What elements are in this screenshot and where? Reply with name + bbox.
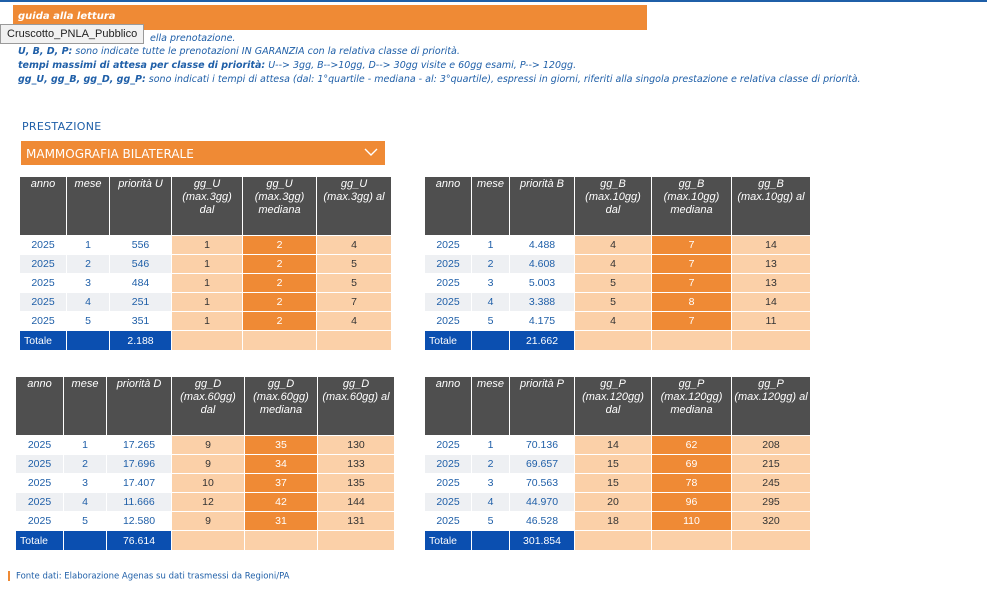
cell-mese: 5 <box>472 512 509 530</box>
table-row <box>425 474 810 492</box>
table-row <box>20 293 391 311</box>
cell-mediana: 7 <box>652 255 731 273</box>
table-row <box>20 255 391 273</box>
col-anno: anno <box>16 377 63 435</box>
col-al: gg_U (max.3gg) al <box>317 177 391 235</box>
table-row <box>425 236 810 254</box>
cell-mese: 3 <box>67 274 109 292</box>
cell-anno: 2025 <box>425 493 471 511</box>
cell-mediana: 8 <box>652 293 731 311</box>
cell-mediana: 7 <box>652 312 731 330</box>
cell-mese: 4 <box>67 293 109 311</box>
col-anno: anno <box>20 177 66 235</box>
prestazione-label: PRESTAZIONE <box>22 120 102 133</box>
table-row <box>425 512 810 530</box>
cell-al: 144 <box>318 493 394 511</box>
total-value: 301.854 <box>510 531 574 550</box>
cell-mediana: 42 <box>245 493 317 511</box>
cell-dal: 1 <box>172 293 242 311</box>
cell-anno: 2025 <box>425 455 471 473</box>
cell-al: 13 <box>732 255 810 273</box>
cell-al: 130 <box>318 436 394 454</box>
cell-priorita: 351 <box>110 312 171 330</box>
cell-al: 5 <box>317 255 391 273</box>
cell-dal: 14 <box>575 436 651 454</box>
cell-anno: 2025 <box>425 512 471 530</box>
guide-line-0: ella prenotazione. <box>150 33 236 44</box>
prestazione-dropdown[interactable] <box>21 141 385 165</box>
table-priority-d <box>15 376 395 551</box>
cell-mese: 2 <box>64 455 106 473</box>
cell-al: 7 <box>317 293 391 311</box>
cell-mese: 5 <box>67 312 109 330</box>
cell-mediana: 2 <box>243 255 316 273</box>
cell-dal: 1 <box>172 255 242 273</box>
cell-anno: 2025 <box>20 293 66 311</box>
cell-mese: 4 <box>472 293 509 311</box>
cell-dal: 1 <box>172 312 242 330</box>
cell-priorita: 12.580 <box>107 512 171 530</box>
report-tooltip: Cruscotto_PNLA_Pubblico <box>0 24 144 44</box>
col-priorita: priorità D <box>107 377 171 435</box>
cell-priorita: 70.136 <box>510 436 574 454</box>
cell-priorita: 11.666 <box>107 493 171 511</box>
cell-dal: 9 <box>172 512 244 530</box>
cell-mediana: 31 <box>245 512 317 530</box>
cell-mese: 4 <box>64 493 106 511</box>
cell-al: 320 <box>732 512 810 530</box>
cell-priorita: 546 <box>110 255 171 273</box>
total-label: Totale <box>425 331 471 350</box>
col-mese: mese <box>64 377 106 435</box>
col-al: gg_D (max.60gg) al <box>318 377 394 435</box>
cell-priorita: 4.488 <box>510 236 574 254</box>
col-al: gg_B (max.10gg) al <box>732 177 810 235</box>
cell-dal: 15 <box>575 474 651 492</box>
guide-line-max-times: tempi massimi di attesa per classe di priorità: U--> 3gg, B-->10gg, D--> 30gg visite e 60gg esami, P--> 120gg. <box>18 60 577 71</box>
total-value: 21.662 <box>510 331 574 350</box>
col-dal: gg_B (max.10gg) dal <box>575 177 651 235</box>
cell-al: 14 <box>732 236 810 254</box>
cell-priorita: 4.608 <box>510 255 574 273</box>
cell-mediana: 78 <box>652 474 731 492</box>
cell-priorita: 69.657 <box>510 455 574 473</box>
cell-dal: 10 <box>172 474 244 492</box>
cell-dal: 12 <box>172 493 244 511</box>
cell-al: 13 <box>732 274 810 292</box>
cell-mediana: 62 <box>652 436 731 454</box>
col-priorita: priorità U <box>110 177 171 235</box>
table-row <box>425 493 810 511</box>
chevron-down-icon <box>363 144 379 160</box>
footer-accent-bar <box>8 571 10 581</box>
cell-priorita: 251 <box>110 293 171 311</box>
cell-al: 11 <box>732 312 810 330</box>
cell-anno: 2025 <box>425 293 471 311</box>
total-label: Totale <box>425 531 471 550</box>
col-anno: anno <box>425 377 471 435</box>
cell-priorita: 484 <box>110 274 171 292</box>
table-priority-p <box>424 376 811 551</box>
table-row <box>16 512 394 530</box>
cell-al: 131 <box>318 512 394 530</box>
table-priority-u <box>19 176 392 351</box>
total-label: Totale <box>16 531 63 550</box>
top-border <box>0 0 987 2</box>
cell-anno: 2025 <box>20 312 66 330</box>
cell-dal: 4 <box>575 255 651 273</box>
cell-anno: 2025 <box>20 255 66 273</box>
data-source-footer <box>8 571 290 582</box>
cell-al: 215 <box>732 455 810 473</box>
cell-mediana: 7 <box>652 236 731 254</box>
cell-anno: 2025 <box>425 474 471 492</box>
cell-mediana: 2 <box>243 293 316 311</box>
cell-mese: 1 <box>67 236 109 254</box>
cell-mediana: 2 <box>243 236 316 254</box>
cell-anno: 2025 <box>16 512 63 530</box>
cell-mediana: 96 <box>652 493 731 511</box>
total-row <box>425 531 810 550</box>
cell-priorita: 46.528 <box>510 512 574 530</box>
table-row <box>16 493 394 511</box>
guide-line-priority-classes: U, B, D, P: sono indicate tutte le prenotazioni IN GARANZIA con la relativa classe di priorità. <box>18 46 460 57</box>
cell-dal: 4 <box>575 236 651 254</box>
cell-al: 135 <box>318 474 394 492</box>
col-anno: anno <box>425 177 471 235</box>
cell-anno: 2025 <box>16 474 63 492</box>
cell-mese: 2 <box>67 255 109 273</box>
cell-dal: 1 <box>172 236 242 254</box>
table-row <box>425 274 810 292</box>
cell-mediana: 110 <box>652 512 731 530</box>
total-row <box>20 331 391 350</box>
cell-mese: 5 <box>472 312 509 330</box>
cell-anno: 2025 <box>16 493 63 511</box>
cell-dal: 5 <box>575 274 651 292</box>
guide-title: guida alla lettura <box>18 11 116 22</box>
cell-al: 4 <box>317 312 391 330</box>
cell-al: 133 <box>318 455 394 473</box>
table-row <box>425 436 810 454</box>
cell-priorita: 17.265 <box>107 436 171 454</box>
cell-mediana: 7 <box>652 274 731 292</box>
cell-priorita: 17.696 <box>107 455 171 473</box>
cell-al: 5 <box>317 274 391 292</box>
prestazione-selected-value: MAMMOGRAFIA BILATERALE <box>26 147 194 161</box>
cell-al: 245 <box>732 474 810 492</box>
cell-anno: 2025 <box>425 255 471 273</box>
total-value: 76.614 <box>107 531 171 550</box>
cell-mese: 1 <box>472 436 509 454</box>
col-mediana: gg_P (max.120gg) mediana <box>652 377 731 435</box>
col-mediana: gg_D (max.60gg) mediana <box>245 377 317 435</box>
col-priorita: priorità P <box>510 377 574 435</box>
cell-anno: 2025 <box>425 312 471 330</box>
cell-mese: 5 <box>64 512 106 530</box>
col-al: gg_P (max.120gg) al <box>732 377 810 435</box>
cell-priorita: 44.970 <box>510 493 574 511</box>
cell-priorita: 3.388 <box>510 293 574 311</box>
cell-al: 14 <box>732 293 810 311</box>
cell-mediana: 2 <box>243 312 316 330</box>
cell-dal: 4 <box>575 312 651 330</box>
col-mese: mese <box>67 177 109 235</box>
cell-mese: 3 <box>64 474 106 492</box>
table-row <box>16 474 394 492</box>
cell-dal: 1 <box>172 274 242 292</box>
total-label: Totale <box>20 331 66 350</box>
cell-anno: 2025 <box>16 455 63 473</box>
col-dal: gg_P (max.120gg) dal <box>575 377 651 435</box>
col-priorita: priorità B <box>510 177 574 235</box>
cell-mese: 1 <box>472 236 509 254</box>
cell-mese: 2 <box>472 455 509 473</box>
cell-al: 208 <box>732 436 810 454</box>
guide-line-waiting-times: gg_U, gg_B, gg_D, gg_P: sono indicati i tempi di attesa (dal: 1°quartile - mediana - al: 3°quartile), espressi in giorni, riferiti alla singola prestazione e relativa classe di priorità. <box>18 74 861 85</box>
cell-dal: 15 <box>575 455 651 473</box>
total-value: 2.188 <box>110 331 171 350</box>
table-row <box>16 455 394 473</box>
cell-dal: 9 <box>172 455 244 473</box>
cell-mese: 3 <box>472 474 509 492</box>
cell-mediana: 34 <box>245 455 317 473</box>
table-row <box>425 455 810 473</box>
cell-anno: 2025 <box>20 274 66 292</box>
cell-anno: 2025 <box>20 236 66 254</box>
cell-priorita: 5.003 <box>510 274 574 292</box>
table-row <box>20 274 391 292</box>
footer-text: Fonte dati: Elaborazione Agenas su dati trasmessi da Regioni/PA <box>16 571 290 582</box>
cell-al: 4 <box>317 236 391 254</box>
cell-anno: 2025 <box>425 274 471 292</box>
cell-mese: 1 <box>64 436 106 454</box>
cell-dal: 5 <box>575 293 651 311</box>
table-priority-b <box>424 176 811 351</box>
cell-priorita: 17.407 <box>107 474 171 492</box>
cell-anno: 2025 <box>425 236 471 254</box>
cell-dal: 20 <box>575 493 651 511</box>
cell-dal: 9 <box>172 436 244 454</box>
cell-mediana: 2 <box>243 274 316 292</box>
cell-mese: 3 <box>472 274 509 292</box>
cell-mese: 2 <box>472 255 509 273</box>
cell-priorita: 70.563 <box>510 474 574 492</box>
cell-mese: 4 <box>472 493 509 511</box>
total-row <box>425 331 810 350</box>
cell-al: 295 <box>732 493 810 511</box>
cell-dal: 18 <box>575 512 651 530</box>
col-dal: gg_U (max.3gg) dal <box>172 177 242 235</box>
col-mediana: gg_U (max.3gg) mediana <box>243 177 316 235</box>
table-row <box>425 255 810 273</box>
cell-mediana: 69 <box>652 455 731 473</box>
cell-mediana: 37 <box>245 474 317 492</box>
table-row <box>20 236 391 254</box>
col-dal: gg_D (max.60gg) dal <box>172 377 244 435</box>
cell-mediana: 35 <box>245 436 317 454</box>
col-mediana: gg_B (max.10gg) mediana <box>652 177 731 235</box>
cell-anno: 2025 <box>425 436 471 454</box>
cell-priorita: 556 <box>110 236 171 254</box>
table-row <box>425 293 810 311</box>
table-row <box>20 312 391 330</box>
total-row <box>16 531 394 550</box>
table-row <box>425 312 810 330</box>
table-row <box>16 436 394 454</box>
cell-priorita: 4.175 <box>510 312 574 330</box>
col-mese: mese <box>472 177 509 235</box>
cell-anno: 2025 <box>16 436 63 454</box>
col-mese: mese <box>472 377 509 435</box>
